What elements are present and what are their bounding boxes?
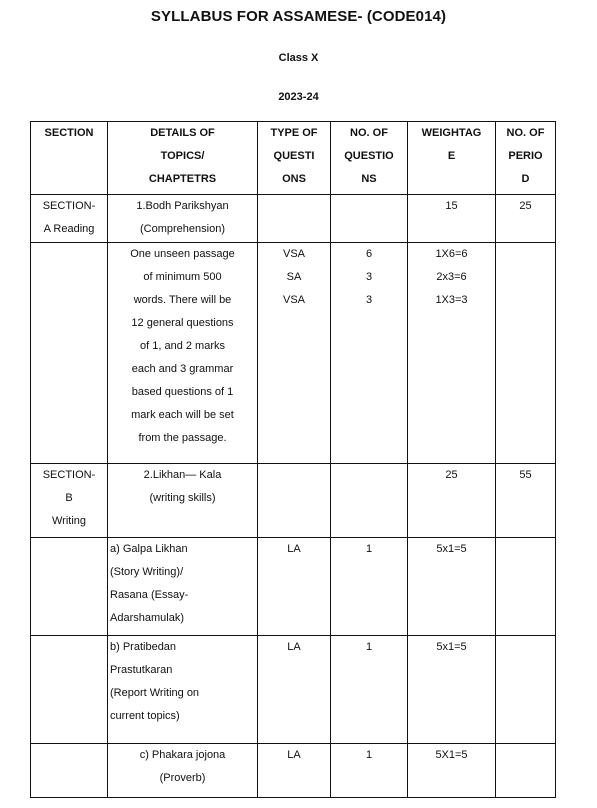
type-cell xyxy=(258,195,331,243)
type-cell xyxy=(258,464,331,538)
details-cell: b) Pratibedan Prastutkaran (Report Writing on current topics) xyxy=(108,636,258,744)
header-weightage: WEIGHTAG E xyxy=(408,122,496,195)
section-cell xyxy=(31,243,108,464)
header-section: SECTION xyxy=(31,122,108,195)
num-questions-cell: 1 xyxy=(331,538,408,636)
periods-cell xyxy=(496,636,556,744)
table-row xyxy=(31,636,556,744)
table-header-row xyxy=(31,122,556,195)
section-cell xyxy=(31,636,108,744)
type-cell: LA xyxy=(258,744,331,798)
details-cell: 1.Bodh Parikshyan (Comprehension) xyxy=(108,195,258,243)
periods-cell: 25 xyxy=(496,195,556,243)
weightage-cell: 25 xyxy=(408,464,496,538)
header-details: DETAILS OF TOPICS/ CHAPTETRS xyxy=(108,122,258,195)
header-type: TYPE OF QUESTI ONS xyxy=(258,122,331,195)
table-row xyxy=(31,243,556,464)
section-cell xyxy=(31,744,108,798)
class-label: Class X xyxy=(278,52,319,64)
academic-year: 2023-24 xyxy=(278,91,319,103)
periods-cell xyxy=(496,538,556,636)
periods-cell: 55 xyxy=(496,464,556,538)
type-cell: LA xyxy=(258,636,331,744)
num-questions-cell: 1 xyxy=(331,744,408,798)
table-row xyxy=(31,744,556,798)
type-cell: VSA SA VSA xyxy=(258,243,331,464)
table-row xyxy=(31,538,556,636)
section-cell: SECTION- A Reading xyxy=(31,195,108,243)
table-row xyxy=(31,464,556,538)
weightage-cell: 5x1=5 xyxy=(408,538,496,636)
table-row xyxy=(31,195,556,243)
weightage-cell: 5X1=5 xyxy=(408,744,496,798)
page-title: SYLLABUS FOR ASSAMESE- (CODE014) xyxy=(150,8,447,25)
num-questions-cell xyxy=(331,464,408,538)
details-cell: a) Galpa Likhan (Story Writing)/ Rasana (Essay- Adarshamulak) xyxy=(108,538,258,636)
weightage-cell: 15 xyxy=(408,195,496,243)
header-periods: NO. OF PERIO D xyxy=(496,122,556,195)
num-questions-cell: 6 3 3 xyxy=(331,243,408,464)
periods-cell xyxy=(496,744,556,798)
section-cell: SECTION- B Writing xyxy=(31,464,108,538)
syllabus-table xyxy=(30,121,556,798)
weightage-cell: 5x1=5 xyxy=(408,636,496,744)
num-questions-cell: 1 xyxy=(331,636,408,744)
header-num-questions: NO. OF QUESTIO NS xyxy=(331,122,408,195)
type-cell: LA xyxy=(258,538,331,636)
num-questions-cell xyxy=(331,195,408,243)
section-cell xyxy=(31,538,108,636)
details-cell: 2.Likhan— Kala (writing skills) xyxy=(108,464,258,538)
details-cell: One unseen passage of minimum 500 words. There will be 12 general questions of 1, and 2 marks each and 3 grammar based questions of 1 mark each will be set from the passage. xyxy=(108,243,258,464)
periods-cell xyxy=(496,243,556,464)
details-cell: c) Phakara jojona (Proverb) xyxy=(108,744,258,798)
weightage-cell: 1X6=6 2x3=6 1X3=3 xyxy=(408,243,496,464)
